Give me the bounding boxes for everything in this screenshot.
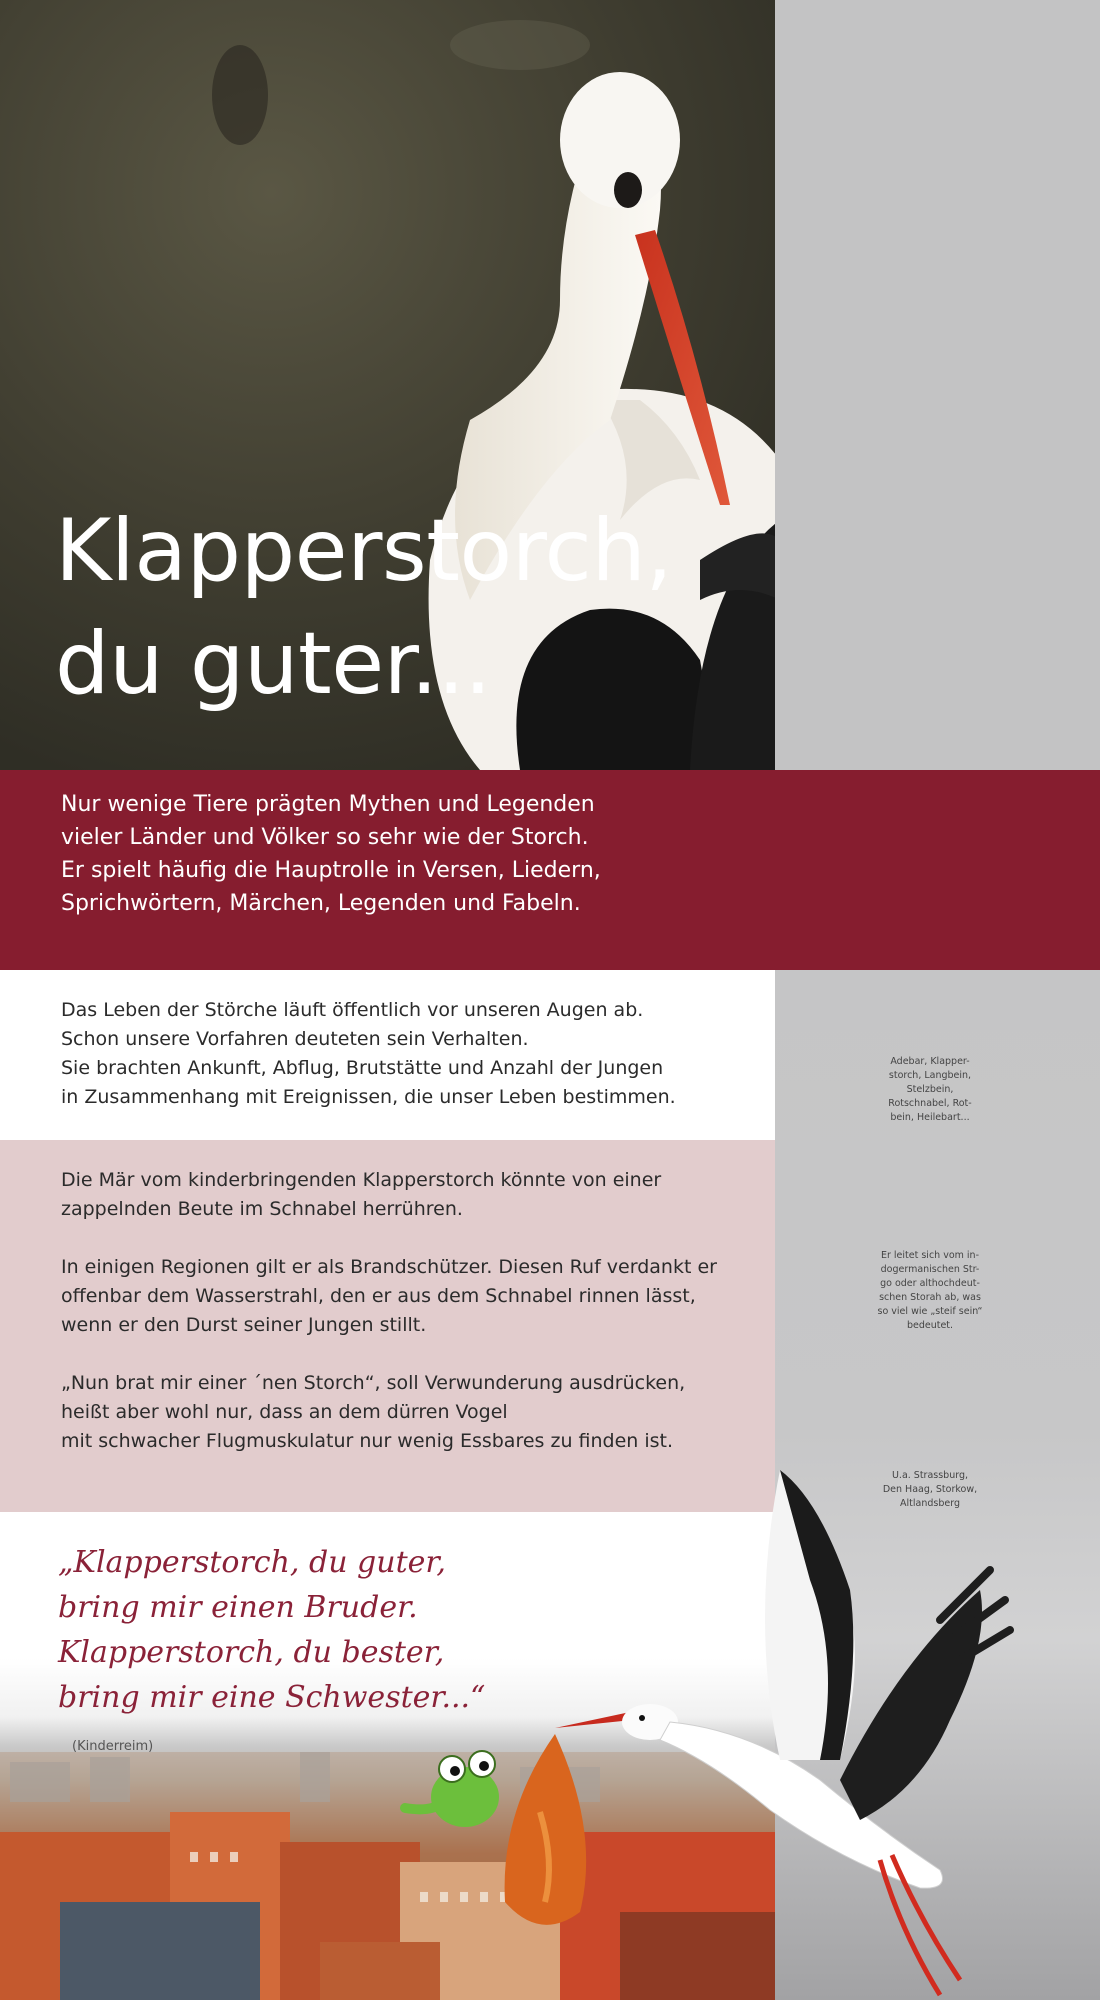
quote-source: (Kinderreim) xyxy=(72,1739,154,1754)
note-line: bedeutet. xyxy=(906,1320,954,1331)
text-block-myths xyxy=(0,1140,775,1512)
text-line: offenbar dem Wasserstrahl, den er aus dem Schnabel rinnen lässt, xyxy=(61,1285,696,1307)
note-line: go oder althochdeut- xyxy=(880,1278,980,1289)
text-line: In einigen Regionen gilt er als Brandschützer. Diesen Ruf verdankt er xyxy=(61,1256,717,1278)
myth-paragraph-1 xyxy=(61,1166,661,1224)
text-block-life xyxy=(0,970,775,1140)
text-line: zappelnden Beute im Schnabel herrühren. xyxy=(61,1198,463,1220)
life-paragraph xyxy=(61,996,676,1112)
note-line: dogermanischen Str- xyxy=(880,1264,980,1275)
text-line: Sie brachten Ankunft, Abflug, Brutstätte und Anzahl der Jungen xyxy=(61,1057,664,1079)
hero-side-panel xyxy=(775,0,1100,770)
note-line: Stelzbein, xyxy=(906,1084,954,1095)
quote-line: „Klapperstorch, du guter, xyxy=(58,1545,446,1580)
note-line: Den Haag, Storkow, xyxy=(882,1484,978,1495)
text-line: Die Mär vom kinderbringenden Klapperstorch könnte von einer xyxy=(61,1169,662,1191)
text-line: mit schwacher Flugmuskulatur nur wenig Essbares zu finden ist. xyxy=(61,1430,674,1452)
title-line-2: du guter... xyxy=(55,614,492,714)
text-line: „Nun brat mir einer ´nen Storch“, soll Verwunderung ausdrücken, xyxy=(61,1372,686,1394)
note-line: Altlandsberg xyxy=(900,1498,960,1509)
side-note-names xyxy=(875,1055,985,1125)
quote-line: bring mir eine Schwester...“ xyxy=(58,1680,486,1715)
quote-line: bring mir einen Bruder. xyxy=(58,1590,418,1625)
myth-paragraph-3 xyxy=(61,1369,685,1456)
intro-band xyxy=(0,770,1100,970)
note-line: storch, Langbein, xyxy=(888,1070,972,1081)
text-line: in Zusammenhang mit Ereignissen, die unser Leben bestimmen. xyxy=(61,1086,676,1108)
text-line: wenn er den Durst seiner Jungen stillt. xyxy=(61,1314,427,1336)
quote-line: Klapperstorch, du bester, xyxy=(58,1635,445,1670)
intro-text xyxy=(61,788,601,920)
text-line: Das Leben der Störche läuft öffentlich vor unseren Augen ab. xyxy=(61,999,644,1021)
page-title xyxy=(55,495,672,721)
note-line: Rotschnabel, Rot- xyxy=(888,1098,972,1109)
note-line: bein, Heilebart... xyxy=(890,1112,970,1123)
rhyme-quote xyxy=(58,1540,485,1720)
intro-line: Er spielt häufig die Hauptrolle in Versen, Liedern, xyxy=(61,858,601,883)
note-line: Er leitet sich vom in- xyxy=(880,1250,979,1261)
intro-line: Nur wenige Tiere prägten Mythen und Legenden xyxy=(61,792,595,817)
intro-line: vieler Länder und Völker so sehr wie der Storch. xyxy=(61,825,589,850)
note-line: U.a. Strassburg, xyxy=(891,1470,969,1481)
intro-line: Sprichwörtern, Märchen, Legenden und Fabeln. xyxy=(61,891,581,916)
note-line: schen Storah ab, was xyxy=(879,1292,981,1303)
myth-paragraph-2 xyxy=(61,1253,717,1340)
title-line-1: Klapperstorch, xyxy=(55,501,673,601)
note-line: so viel wie „steif sein“ xyxy=(877,1306,983,1317)
note-line: Adebar, Klapper- xyxy=(890,1056,970,1067)
side-note-etymology xyxy=(875,1249,985,1333)
hero-section xyxy=(0,0,1100,770)
flying-stork-illustration xyxy=(520,1460,1020,2000)
text-line: heißt aber wohl nur, dass an dem dürren Vogel xyxy=(61,1401,508,1423)
text-line: Schon unsere Vorfahren deuteten sein Verhalten. xyxy=(61,1028,529,1050)
